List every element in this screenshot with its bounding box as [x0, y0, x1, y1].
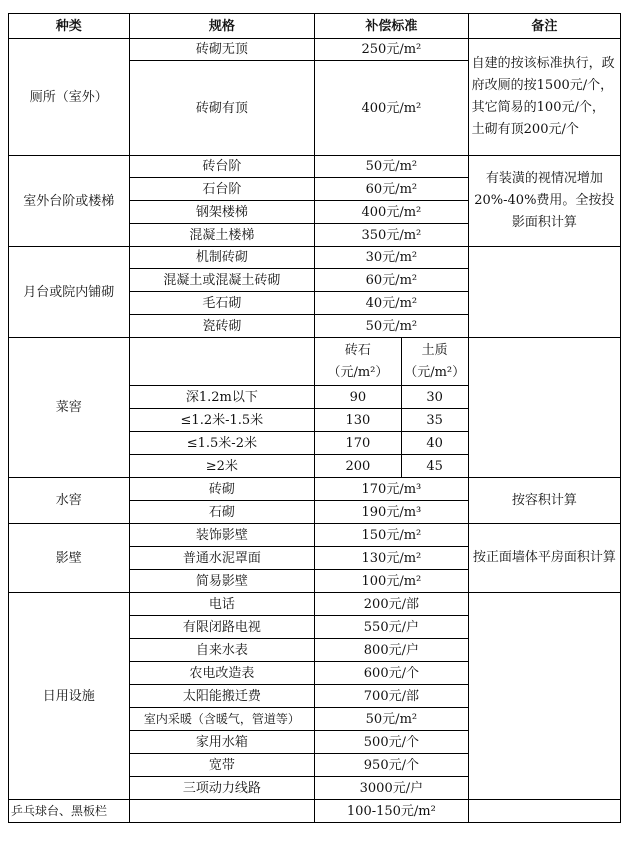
spec-cell: 农电改造表	[129, 662, 315, 685]
spec-cell: ≤1.5米-2米	[129, 432, 315, 455]
note-cell-empty	[468, 593, 620, 800]
standard-cell: 100-150元/m²	[315, 800, 469, 823]
standard-cell: 40元/m²	[315, 292, 469, 315]
earth-cell: 35	[401, 409, 468, 432]
spec-cell: 普通水泥罩面	[129, 547, 315, 570]
spec-cell: 有限闭路电视	[129, 616, 315, 639]
table-row	[9, 524, 621, 547]
standard-cell: 50元/m²	[315, 156, 469, 178]
earth-cell: 30	[401, 386, 468, 409]
standard-cell: 3000元/户	[315, 777, 469, 800]
standard-cell: 550元/户	[315, 616, 469, 639]
standard-cell: 400元/m²	[315, 201, 469, 224]
standard-cell: 700元/部	[315, 685, 469, 708]
table-row	[9, 338, 621, 386]
spec-cell-empty	[129, 338, 315, 386]
cellar-brick-header: 砖石 （元/m²）	[315, 338, 402, 386]
spec-cell: 宽带	[129, 754, 315, 777]
standard-cell: 60元/m²	[315, 178, 469, 201]
note-cell-empty	[468, 338, 620, 478]
spec-cell: 混凝土或混凝土砖砌	[129, 269, 315, 292]
standard-cell: 30元/m²	[315, 247, 469, 269]
table-row	[9, 800, 621, 823]
spec-cell: ≥2米	[129, 455, 315, 478]
header-standard: 补偿标准	[315, 14, 469, 39]
spec-cell: 简易影壁	[129, 570, 315, 593]
standard-cell: 100元/m²	[315, 570, 469, 593]
standard-cell: 400元/m²	[315, 61, 469, 156]
spec-cell: 机制砖砌	[129, 247, 315, 269]
category-cell: 影壁	[9, 524, 130, 593]
standard-cell: 130元/m²	[315, 547, 469, 570]
spec-cell: 钢架楼梯	[129, 201, 315, 224]
standard-cell: 190元/m³	[315, 501, 469, 524]
brick-cell: 90	[315, 386, 402, 409]
cellar-earth-header: 土质 （元/m²）	[401, 338, 468, 386]
table-row	[9, 593, 621, 616]
earth-cell: 40	[401, 432, 468, 455]
spec-cell: 石砌	[129, 501, 315, 524]
standard-cell: 50元/m²	[315, 315, 469, 338]
spec-cell: 石台阶	[129, 178, 315, 201]
table-row	[9, 39, 621, 61]
standard-cell: 350元/m²	[315, 224, 469, 247]
brick-cell: 130	[315, 409, 402, 432]
standard-cell: 50元/m²	[315, 708, 469, 731]
standard-cell: 150元/m²	[315, 524, 469, 547]
spec-cell: 砖台阶	[129, 156, 315, 178]
standard-cell: 950元/个	[315, 754, 469, 777]
standard-cell: 60元/m²	[315, 269, 469, 292]
brick-cell: 170	[315, 432, 402, 455]
spec-cell: 家用水箱	[129, 731, 315, 754]
spec-cell: 太阳能搬迁费	[129, 685, 315, 708]
note-cell: 按容积计算	[468, 478, 620, 524]
spec-cell: 电话	[129, 593, 315, 616]
compensation-table	[8, 13, 621, 823]
spec-cell: 装饰影壁	[129, 524, 315, 547]
standard-cell: 600元/个	[315, 662, 469, 685]
standard-cell: 500元/个	[315, 731, 469, 754]
table-row	[9, 247, 621, 269]
header-spec: 规格	[129, 14, 315, 39]
spec-cell: 室内采暖（含暖气，管道等）	[129, 708, 315, 731]
standard-cell: 170元/m³	[315, 478, 469, 501]
spec-cell: 毛石砌	[129, 292, 315, 315]
note-cell-empty	[468, 247, 620, 338]
spec-cell: ≤1.2米-1.5米	[129, 409, 315, 432]
note-cell: 按正面墙体平房面积计算	[468, 524, 620, 593]
table-header-row	[9, 14, 621, 39]
header-category: 种类	[9, 14, 130, 39]
category-cell: 月台或院内铺砌	[9, 247, 130, 338]
spec-cell-empty	[129, 800, 315, 823]
spec-cell: 自来水表	[129, 639, 315, 662]
spec-cell: 瓷砖砌	[129, 315, 315, 338]
category-cell: 厕所（室外）	[9, 39, 130, 156]
spec-cell: 混凝土楼梯	[129, 224, 315, 247]
brick-cell: 200	[315, 455, 402, 478]
table-row	[9, 156, 621, 178]
spec-cell: 三项动力线路	[129, 777, 315, 800]
spec-cell: 砖砌无顶	[129, 39, 315, 61]
category-cell: 室外台阶或楼梯	[9, 156, 130, 247]
standard-cell: 200元/部	[315, 593, 469, 616]
note-cell-empty	[468, 800, 620, 823]
note-cell: 有装潢的视情况增加20%-40%费用。全按投影面积计算	[468, 156, 620, 247]
category-cell: 水窖	[9, 478, 130, 524]
category-cell: 菜窖	[9, 338, 130, 478]
note-cell: 自建的按该标准执行，政府改厕的按1500元/个，其它简易的100元/个，土砌有顶200元/个	[468, 39, 620, 156]
spec-cell: 砖砌	[129, 478, 315, 501]
table-row	[9, 478, 621, 501]
spec-cell: 砖砌有顶	[129, 61, 315, 156]
category-cell: 日用设施	[9, 593, 130, 800]
standard-cell: 250元/m²	[315, 39, 469, 61]
spec-cell: 深1.2m以下	[129, 386, 315, 409]
header-note: 备注	[468, 14, 620, 39]
earth-cell: 45	[401, 455, 468, 478]
category-cell: 乒乓球台、黑板栏	[9, 800, 130, 823]
standard-cell: 800元/户	[315, 639, 469, 662]
